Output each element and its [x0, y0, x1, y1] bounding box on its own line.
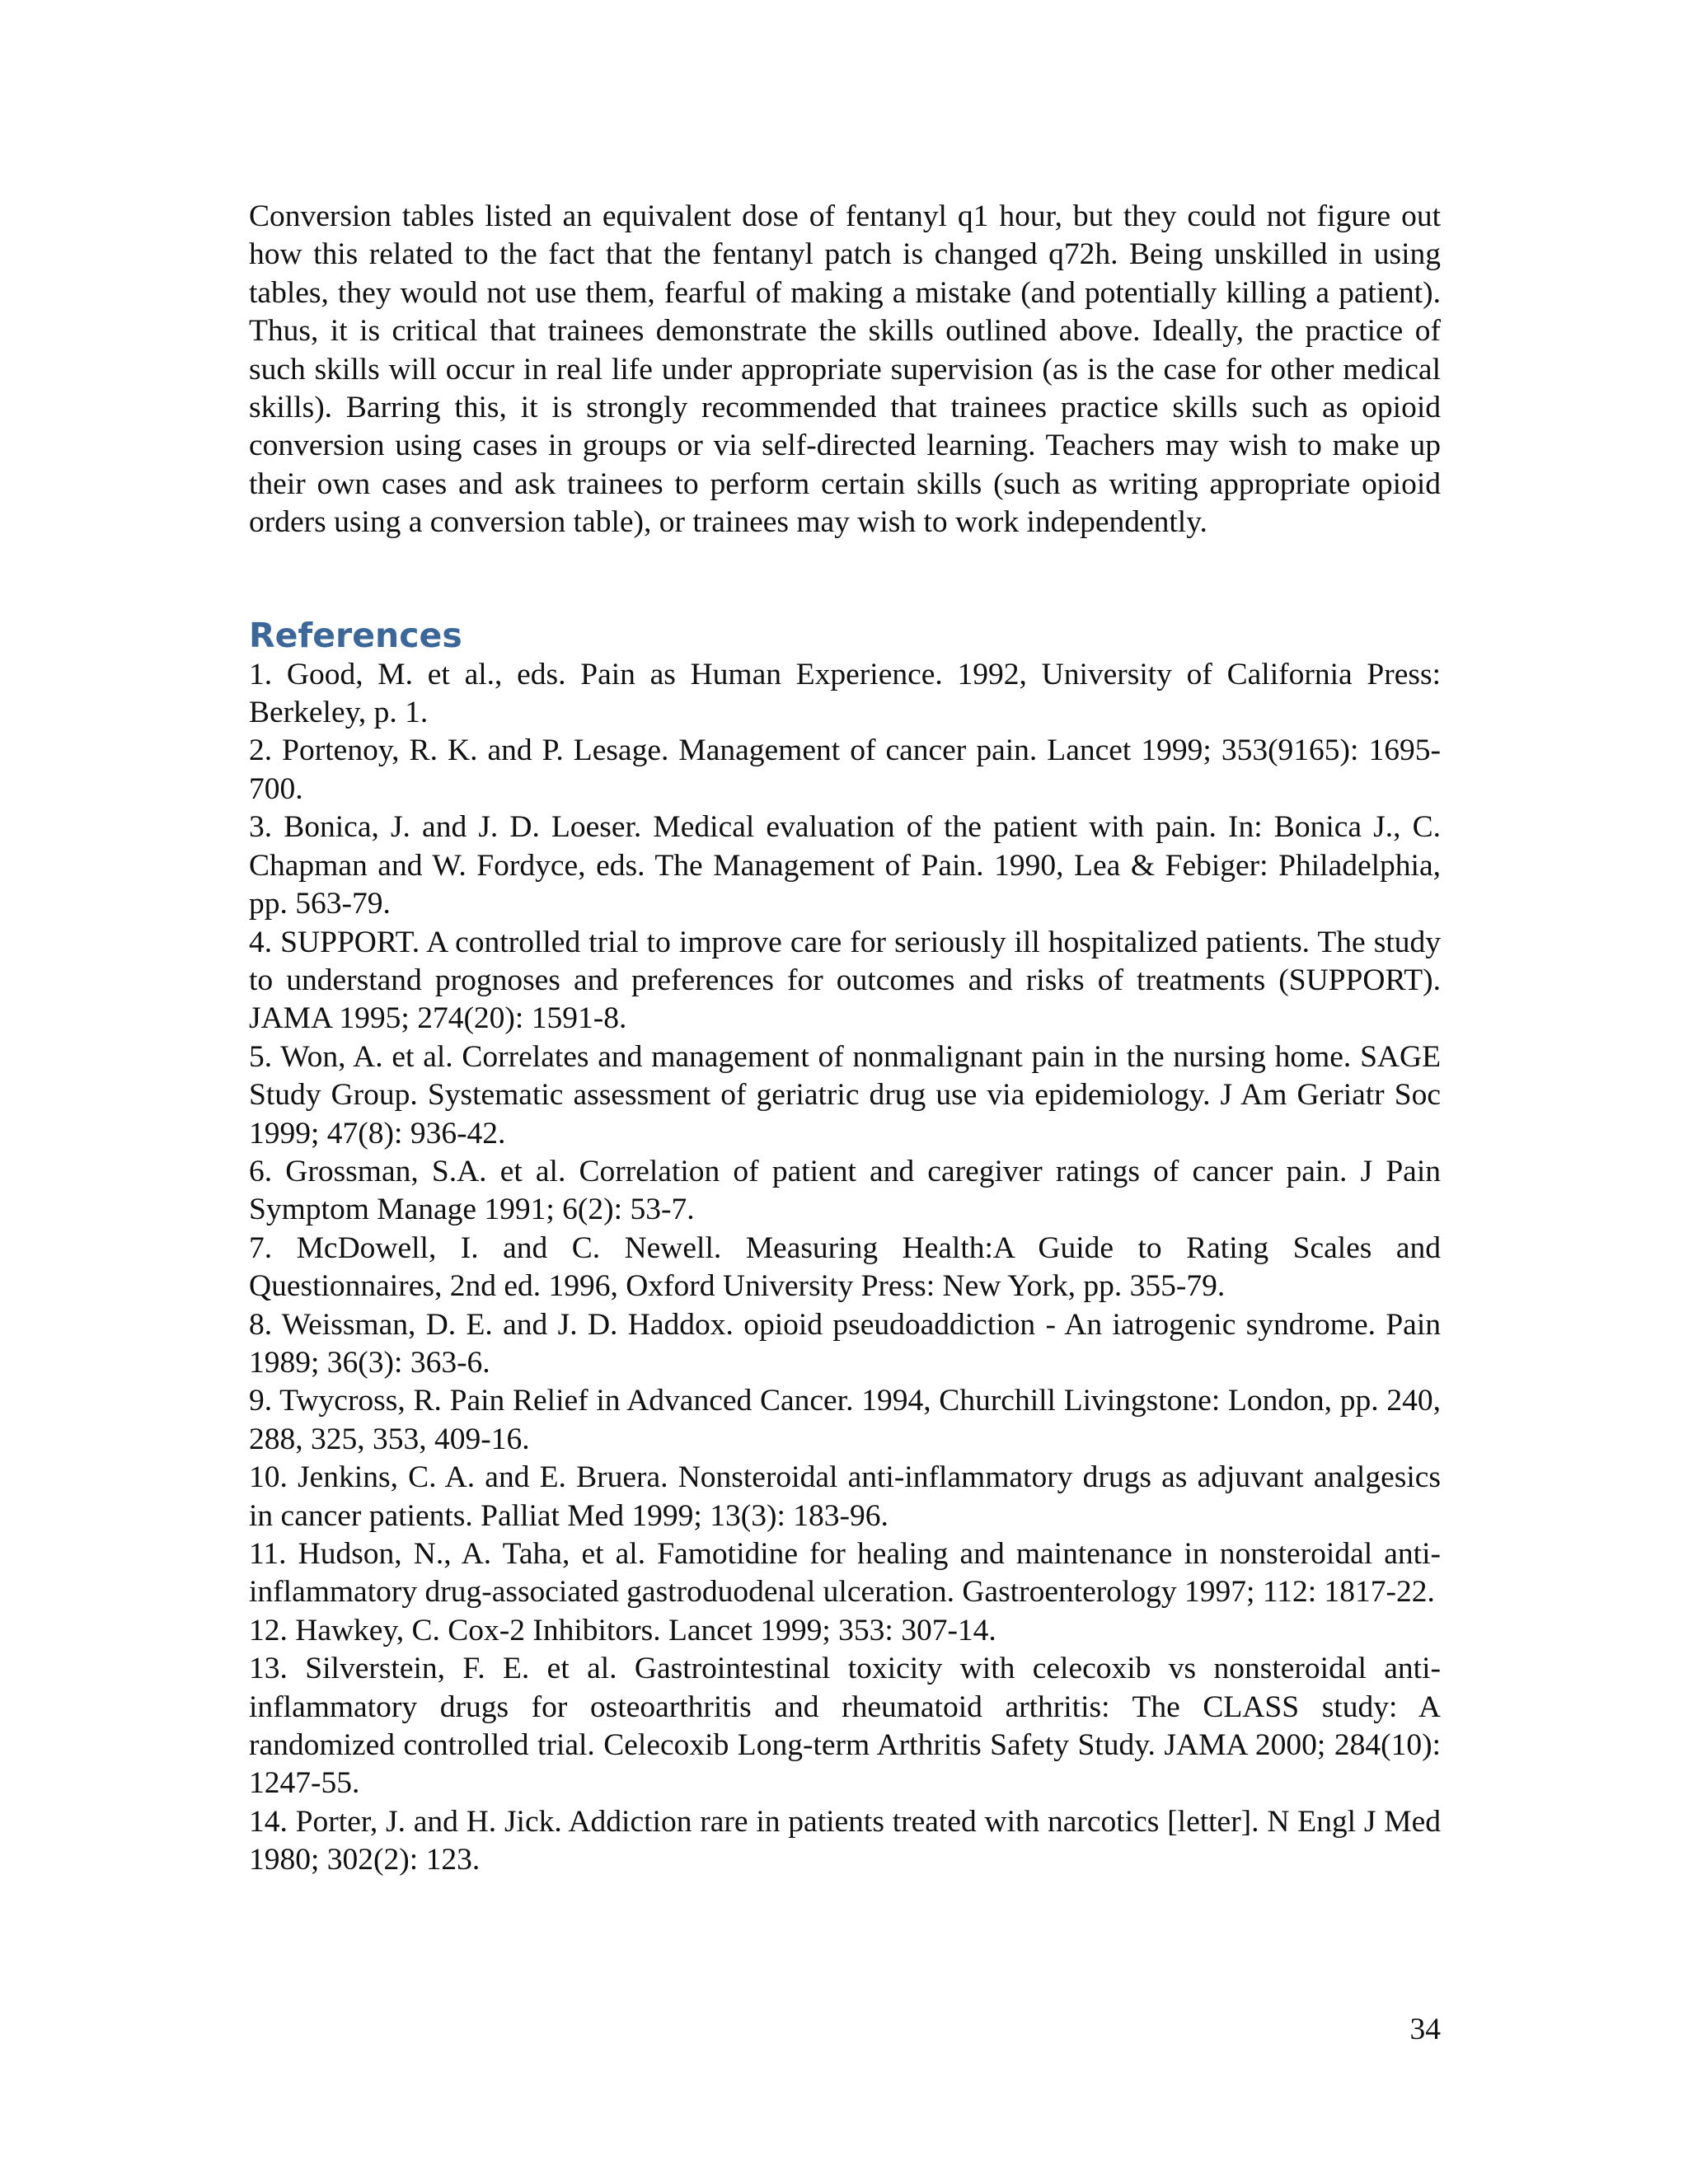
reference-item: 9. Twycross, R. Pain Relief in Advanced Cancer. 1994, Churchill Livingstone: London, pp. 240, 288, 325, 353, 409-16. [249, 1384, 1441, 1456]
reference-item: 5. Won, A. et al. Correlates and management of nonmalignant pain in the nursing home. SAGE Study Group. Systematic assessment of geriatric drug use via epidemiology. J Am Geriatr Soc 1999; 47(8): 936-42. [249, 1039, 1441, 1151]
intro-paragraph: Conversion tables listed an equivalent dose of fentanyl q1 hour, but they could not figure out how this related to the fact that the fentanyl patch is changed q72h. Being unskilled in using tables, they would not use them, fearful of making a mistake (and potentially killing a patient). Thus, it is critical that trainees demonstrate the skills outlined above. Ideally, the practice of such skills will occur in real life under appropriate supervision (as is the case for other medical skills). Barring this, it is strongly recommended that trainees practice skills such as opioid conversion using cases in groups or via self-directed learning. Teachers may wish to make up their own cases and ask trainees to perform certain skills (such as writing appropriate opioid orders using a conversion table), or trainees may wish to work independently. [249, 199, 1441, 540]
reference-item: 10. Jenkins, C. A. and E. Bruera. Nonsteroidal anti-inflammatory drugs as adjuvant analgesics in cancer patients. Palliat Med 1999; 13(3): 183-96. [249, 1460, 1441, 1533]
reference-item: 4. SUPPORT. A controlled trial to improve care for seriously ill hospitalized patients. The study to understand prognoses and preferences for outcomes and risks of treatments (SUPPORT). JAMA 1995; 274(20): 1591-8. [249, 925, 1441, 1036]
document-page [249, 198, 1441, 1880]
reference-item: 13. Silverstein, F. E. et al. Gastrointestinal toxicity with celecoxib vs nonsteroidal anti-inflammatory drugs for osteoarthritis and rheumatoid arthritis: The CLASS study: A randomized controlled trial. Celecoxib Long-term Arthritis Safety Study. JAMA 2000; 284(10): 1247-55. [249, 1652, 1441, 1801]
reference-item: 6. Grossman, S.A. et al. Correlation of patient and caregiver ratings of cancer pain. J Pain Symptom Manage 1991; 6(2): 53-7. [249, 1154, 1441, 1227]
page-number: 34 [1409, 2013, 1441, 2046]
reference-item: 12. Hawkey, C. Cox-2 Inhibitors. Lancet 1999; 353: 307-14. [249, 1613, 996, 1647]
references-heading: References [249, 615, 462, 655]
reference-item: 11. Hudson, N., A. Taha, et al. Famotidine for healing and maintenance in nonsteroidal anti-inflammatory drug-associated gastroduodenal ulceration. Gastroenterology 1997; 112: 1817-22. [249, 1537, 1441, 1610]
reference-item: 8. Weissman, D. E. and J. D. Haddox. opioid pseudoaddiction - An iatrogenic syndrome. Pain 1989; 36(3): 363-6. [249, 1307, 1441, 1380]
reference-item: 1. Good, M. et al., eds. Pain as Human Experience. 1992, University of California Press: Berkeley, p. 1. [249, 657, 1441, 730]
reference-item: 7. McDowell, I. and C. Newell. Measuring Health:A Guide to Rating Scales and Questionnaires, 2nd ed. 1996, Oxford University Press: New York, pp. 355-79. [249, 1230, 1441, 1304]
reference-item: 3. Bonica, J. and J. D. Loeser. Medical evaluation of the patient with pain. In: Bonica J., C. Chapman and W. Fordyce, eds. The Management of Pain. 1990, Lea & Febiger: Philadelphia, pp. 563-79. [249, 810, 1441, 921]
reference-item: 14. Porter, J. and H. Jick. Addiction rare in patients treated with narcotics [letter]. N Engl J Med 1980; 302(2): 123. [249, 1804, 1441, 1877]
reference-item: 2. Portenoy, R. K. and P. Lesage. Management of cancer pain. Lancet 1999; 353(9165): 1695-700. [249, 733, 1441, 806]
references-list [249, 656, 1441, 1880]
